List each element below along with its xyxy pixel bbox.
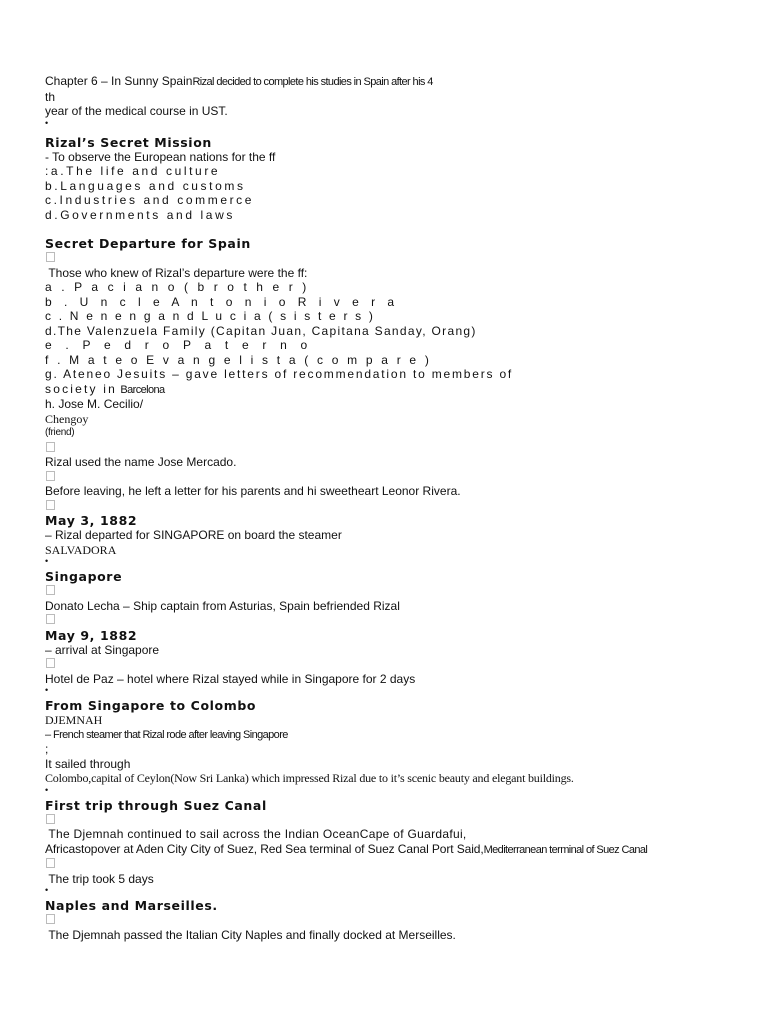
departure-item-g-cont [45,382,745,398]
placeholder-box-icon [46,500,55,510]
placeholder-box-row [45,441,745,456]
placeholder-box-icon [46,471,55,481]
suez-days-text: The trip took 5 days [48,871,154,886]
heading-suez: First trip through Suez Canal [45,797,267,813]
heading-singapore: Singapore [45,569,123,584]
placeholder-box-row [45,813,745,828]
barcelona-text: Barcelona [120,383,165,396]
bullet: • [45,784,49,795]
hotel-text: Hotel de Paz – hotel where Rizal stayed while in Singapore for 2 days [45,671,416,686]
mercado-line: Rizal used the name Jose Mercado. [45,455,237,469]
suez-line-1 [45,827,745,842]
suez-line-2 [45,842,745,858]
mission-item: b.Languages and customs [45,178,246,193]
bullet: • [45,685,49,695]
heading-naples: Naples and Marseilles. [45,898,218,913]
placeholder-box-row [45,857,745,872]
mission-item: d.Governments and laws [45,207,235,222]
letter-line: Before leaving, he left a letter for his parents and hi sweetheart Leonor Rivera. [45,484,461,498]
colombo-text: Colombo,capital of Ceylon(Now Sri Lanka) which impressed Rizal due to it’s scenic beauty and elegant buildings. [45,771,574,785]
bullet: • [45,556,49,566]
heading-secret-mission: Rizal’s Secret Mission [45,134,212,150]
chengoy-name: Chengoy [45,411,89,426]
placeholder-box-row [45,613,745,628]
intro-line [45,74,745,90]
departure-item-f: f . M a t e o E v a n g e l i s t a ( c o m p a r e ) [45,352,432,367]
placeholder-box-icon [46,658,55,668]
may3-text: – Rizal departed for SINGAPORE on board the steamer [45,528,342,542]
departure-intro [45,266,745,281]
placeholder-box-row [45,499,745,514]
may9-text: – arrival at Singapore [45,642,160,657]
friend-label: (friend) [45,427,75,438]
suez-text-2: Africastopover at Aden City City of Suez, Red Sea terminal of Suez Canal Port Said, [45,841,484,856]
departure-item-g: g. Ateneo Jesuits – gave letters of recommendation to members of [45,367,514,381]
placeholder-box-icon [46,442,55,452]
placeholder-box-icon [46,252,55,262]
placeholder-box-row [45,470,745,485]
semicolon-line: ; [45,742,49,756]
society-text: society in [45,381,118,396]
mission-item: c.Industries and commerce [45,193,255,207]
departure-item-b: b . U n c l e A n t o n i o R i v e r a [45,294,399,309]
placeholder-box-icon [46,814,55,824]
departure-intro-text: Those who knew of Rizal’s departure were the ff: [48,265,308,280]
heading-may9: May 9, 1882 [45,627,138,643]
heading-colombo: From Singapore to Colombo [45,698,257,713]
placeholder-box-row [45,251,745,266]
intro-text: Rizal decided to complete his studies in Spain after his 4 [192,76,433,88]
departure-item-c: c . N e n e n g a n d L u c i a ( s i s t e r s ) [45,309,376,323]
bullet: • [45,885,49,895]
chapter-title: Chapter 6 – In Sunny Spain [45,74,193,88]
placeholder-box-row [45,584,745,599]
departure-item-e: e . P e d r o P a t e r n o [45,338,313,352]
suez-text-1: The Djemnah continued to sail across the Indian OceanCape of Guardafui, [48,827,467,841]
djemnah-name: DJEMNAH [45,713,103,727]
bullet: • [45,117,49,128]
naples-line [45,928,745,943]
singapore-text: Donato Lecha – Ship captain from Asturias, Spain befriended Rizal [45,598,400,613]
departure-item-h: h. Jose M. Cecilio/ [45,397,144,411]
suez-days [45,872,745,887]
mission-item: :a.The life and culture [45,164,221,178]
placeholder-box-row [45,913,745,928]
departure-item-d: d.The Valenzuela Family (Capitan Juan, Capitana Sanday, Orang) [45,323,477,338]
heading-secret-departure: Secret Departure for Spain [45,236,251,251]
salvadora-text: SALVADORA [45,542,117,557]
placeholder-box-icon [46,585,55,595]
placeholder-box-icon [46,858,55,868]
heading-may3: May 3, 1882 [45,513,138,528]
intro-line-2: year of the medical course in UST. [45,104,228,118]
placeholder-box-icon [46,614,55,624]
sailed-text: It sailed through [45,756,131,771]
departure-item-a: a . P a c i a n o ( b r o t h e r ) [45,280,310,294]
secret-mission-intro: - To observe the European nations for the ff [45,149,276,164]
djemnah-desc: – French steamer that Rizal rode after leaving Singapore [45,728,288,741]
intro-superscript: th [45,89,56,104]
document-page [45,74,745,942]
suez-text-3: Mediterranean terminal of Suez Canal [483,843,648,856]
placeholder-box-row [45,657,745,672]
naples-text: The Djemnah passed the Italian City Naples and finally docked at Merseilles. [48,927,456,942]
placeholder-box-icon [46,914,55,924]
